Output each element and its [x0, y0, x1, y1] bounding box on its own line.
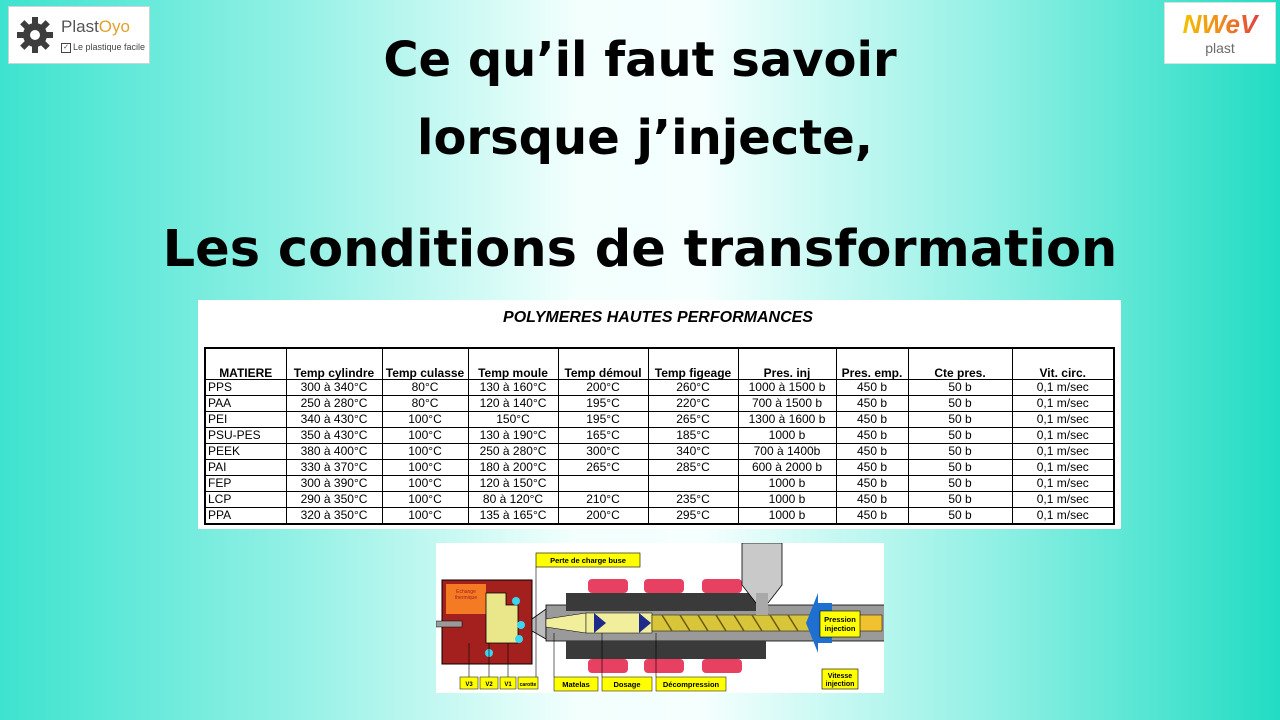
table-cell: 50 b: [908, 444, 1012, 460]
table-row: [205, 444, 1114, 460]
svg-text:NWeV: NWeV: [1182, 9, 1258, 39]
injection-diagram: [436, 543, 884, 693]
v1-label: V1: [504, 682, 512, 688]
table-cell: 450 b: [836, 492, 908, 508]
table-row: [205, 380, 1114, 396]
table-cell: PSU-PES: [205, 428, 286, 444]
table-cell: 250 à 280°C: [468, 444, 558, 460]
table-cell: 235°C: [648, 492, 738, 508]
title-line-1: Ce qu’il faut savoir: [383, 32, 897, 88]
table-cell: 165°C: [558, 428, 648, 444]
table-cell: PPA: [205, 508, 286, 525]
title-line-2: lorsque j’injecte,: [417, 110, 873, 166]
table-cell: 350 à 430°C: [286, 428, 382, 444]
table-cell: 185°C: [648, 428, 738, 444]
table-cell: PPS: [205, 380, 286, 396]
polymer-table: [204, 347, 1115, 525]
table-cell: 450 b: [836, 396, 908, 412]
echange-thermique-label: Echange thermique: [454, 589, 478, 601]
table-cell: 600 à 2000 b: [738, 460, 836, 476]
decompression-label: Décompression: [662, 680, 720, 689]
column-header: Temp cylindre: [286, 348, 382, 380]
table-cell: 100°C: [382, 460, 468, 476]
table-cell: 0,1 m/sec: [1012, 428, 1114, 444]
table-cell: 450 b: [836, 412, 908, 428]
column-header: Pres. inj: [738, 348, 836, 380]
table-cell: 1000 b: [738, 492, 836, 508]
table-cell: 120 à 140°C: [468, 396, 558, 412]
table-cell: PAI: [205, 460, 286, 476]
table-cell: 0,1 m/sec: [1012, 476, 1114, 492]
table-cell: 265°C: [558, 460, 648, 476]
table-cell: 100°C: [382, 476, 468, 492]
table-cell: 450 b: [836, 380, 908, 396]
v2-label: V2: [485, 682, 493, 688]
table-cell: 450 b: [836, 460, 908, 476]
column-header: Pres. emp.: [836, 348, 908, 380]
table-cell: 210°C: [558, 492, 648, 508]
table-cell: 340 à 430°C: [286, 412, 382, 428]
table-cell: 80°C: [382, 380, 468, 396]
table-title: POLYMERES HAUTES PERFORMANCES: [503, 309, 813, 326]
table-cell: 0,1 m/sec: [1012, 444, 1114, 460]
table-cell: 50 b: [908, 476, 1012, 492]
table-cell: 50 b: [908, 508, 1012, 525]
table-cell: 195°C: [558, 396, 648, 412]
table-cell: 265°C: [648, 412, 738, 428]
table-cell: 50 b: [908, 380, 1012, 396]
table-cell: 100°C: [382, 428, 468, 444]
column-header: Vit. circ.: [1012, 348, 1114, 380]
table-cell: 50 b: [908, 492, 1012, 508]
table-cell: PEEK: [205, 444, 286, 460]
table-cell: 300 à 390°C: [286, 476, 382, 492]
table-cell: 135 à 165°C: [468, 508, 558, 525]
table-cell: 330 à 370°C: [286, 460, 382, 476]
table-cell: 150°C: [468, 412, 558, 428]
table-cell: 130 à 190°C: [468, 428, 558, 444]
pression-label-1: Pression injection: [824, 615, 856, 633]
table-cell: 0,1 m/sec: [1012, 380, 1114, 396]
table-cell: 260°C: [648, 380, 738, 396]
table-cell: 0,1 m/sec: [1012, 492, 1114, 508]
table-cell: 100°C: [382, 444, 468, 460]
column-header: Temp culasse: [382, 348, 468, 380]
table-row: [205, 428, 1114, 444]
table-cell: 220°C: [648, 396, 738, 412]
v3-label: V3: [465, 682, 473, 688]
table-cell: 0,1 m/sec: [1012, 508, 1114, 525]
table-cell: 450 b: [836, 444, 908, 460]
vitesse-label: Vitesse injection: [825, 673, 855, 688]
table-cell: 180 à 200°C: [468, 460, 558, 476]
table-cell: 0,1 m/sec: [1012, 396, 1114, 412]
table-cell: 1300 à 1600 b: [738, 412, 836, 428]
table-cell: 130 à 160°C: [468, 380, 558, 396]
logo-tagline: ✓ Le plastique facile: [61, 42, 145, 53]
column-header: Temp figeage: [648, 348, 738, 380]
table-header-row: [205, 348, 1114, 380]
table-cell: 700 à 1500 b: [738, 396, 836, 412]
table-cell: 700 à 1400b: [738, 444, 836, 460]
table-row: [205, 412, 1114, 428]
dosage-label: Dosage: [613, 680, 641, 689]
table-cell: 80 à 120°C: [468, 492, 558, 508]
table-cell: 50 b: [908, 460, 1012, 476]
column-header: MATIERE: [205, 348, 286, 380]
table-cell: [648, 476, 738, 492]
table-cell: 195°C: [558, 412, 648, 428]
table-row: [205, 396, 1114, 412]
table-cell: 340°C: [648, 444, 738, 460]
svg-text:plast: plast: [1205, 40, 1235, 56]
table-cell: 200°C: [558, 508, 648, 525]
perte-label: Perte de charge buse: [550, 556, 626, 565]
table-cell: FEP: [205, 476, 286, 492]
table-row: [205, 508, 1114, 525]
table-cell: 450 b: [836, 508, 908, 525]
section-title: Les conditions de transformation: [162, 220, 1118, 279]
table-cell: LCP: [205, 492, 286, 508]
table-cell: 300 à 340°C: [286, 380, 382, 396]
table-cell: 380 à 400°C: [286, 444, 382, 460]
matelas-label: Matelas: [562, 680, 590, 689]
table-row: [205, 460, 1114, 476]
table-cell: 1000 à 1500 b: [738, 380, 836, 396]
table-cell: 50 b: [908, 412, 1012, 428]
table-cell: 100°C: [382, 412, 468, 428]
table-cell: 295°C: [648, 508, 738, 525]
table-cell: 290 à 350°C: [286, 492, 382, 508]
table-cell: 50 b: [908, 396, 1012, 412]
table-cell: PAA: [205, 396, 286, 412]
table-cell: 250 à 280°C: [286, 396, 382, 412]
table-cell: 1000 b: [738, 428, 836, 444]
table-cell: 300°C: [558, 444, 648, 460]
table-cell: 0,1 m/sec: [1012, 460, 1114, 476]
table-cell: 450 b: [836, 476, 908, 492]
table-cell: 200°C: [558, 380, 648, 396]
table-cell: 1000 b: [738, 508, 836, 525]
column-header: Temp démoul: [558, 348, 648, 380]
column-header: Cte pres.: [908, 348, 1012, 380]
table-cell: 100°C: [382, 492, 468, 508]
table-row: [205, 476, 1114, 492]
table-cell: 50 b: [908, 428, 1012, 444]
table-cell: PEI: [205, 412, 286, 428]
table-row: [205, 492, 1114, 508]
table-cell: 1000 b: [738, 476, 836, 492]
check-icon: ✓: [61, 43, 71, 53]
table-cell: 285°C: [648, 460, 738, 476]
table-cell: 450 b: [836, 428, 908, 444]
table-cell: 80°C: [382, 396, 468, 412]
table-cell: 320 à 350°C: [286, 508, 382, 525]
carotte-label: carotte: [519, 682, 537, 688]
table-cell: 100°C: [382, 508, 468, 525]
logo-brand: PlastOyo: [61, 17, 130, 36]
polymer-table-panel: [198, 300, 1121, 529]
column-header: Temp moule: [468, 348, 558, 380]
table-cell: [558, 476, 648, 492]
table-cell: 120 à 150°C: [468, 476, 558, 492]
table-cell: 0,1 m/sec: [1012, 412, 1114, 428]
